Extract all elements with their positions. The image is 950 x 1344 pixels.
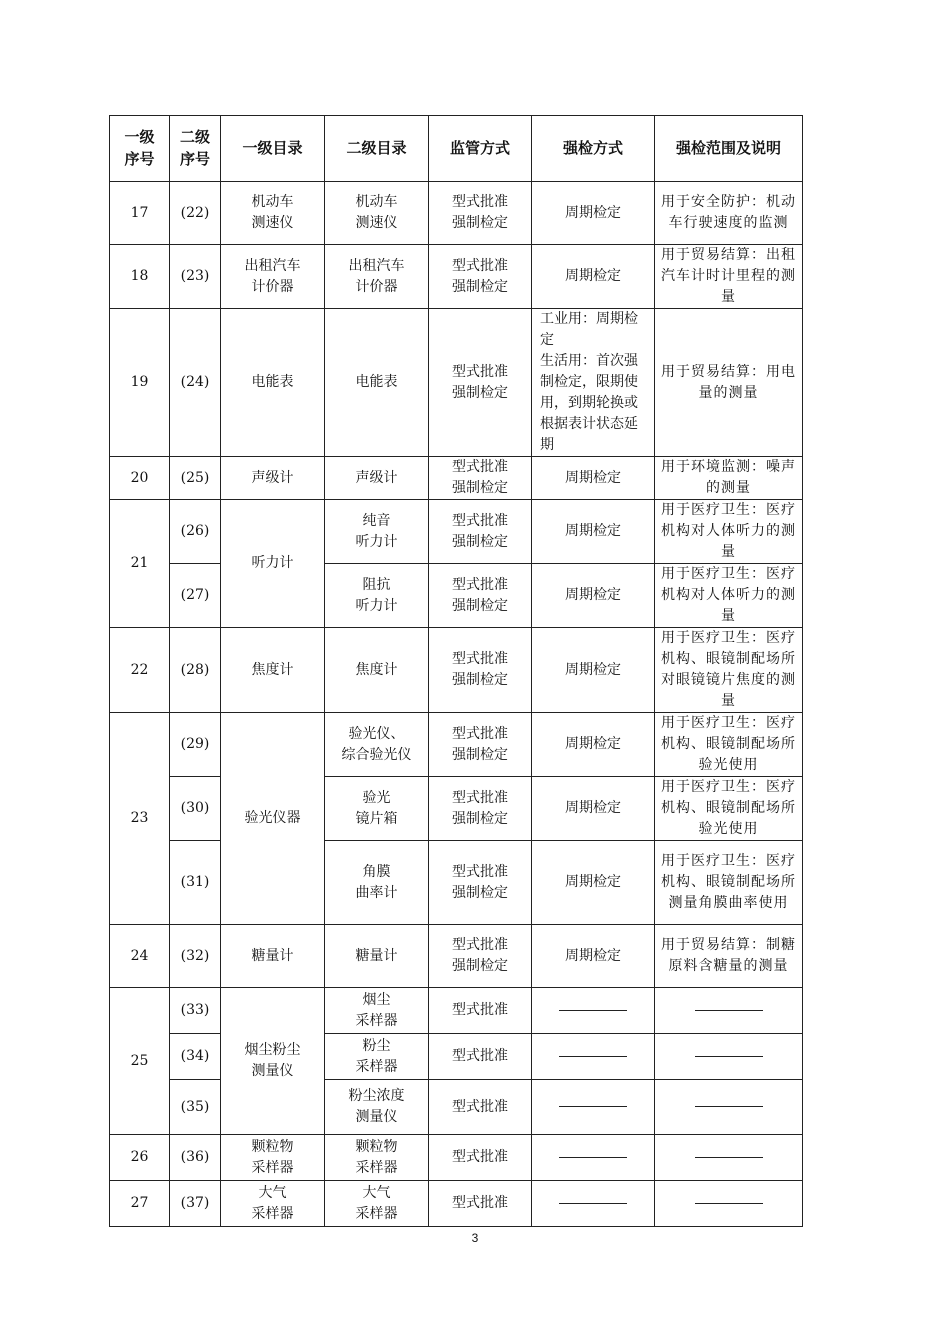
level2-no: (32) (170, 925, 221, 988)
level1-catalog: 验光仪器 (221, 713, 325, 925)
level2-catalog: 阻抗 听力计 (325, 564, 429, 628)
dash-line (695, 1106, 763, 1107)
level1-no: 20 (110, 457, 170, 500)
level2-no: (26) (170, 500, 221, 564)
verification-method: 周期检定 (532, 925, 655, 988)
level1-no: 24 (110, 925, 170, 988)
verification-method-empty (532, 1181, 655, 1227)
header-scope: 强检范围及说明 (655, 116, 803, 182)
table-row (110, 309, 803, 457)
verification-method: 周期检定 (532, 182, 655, 245)
level2-no: (36) (170, 1135, 221, 1181)
table-row (110, 925, 803, 988)
level2-catalog: 机动车 测速仪 (325, 182, 429, 245)
level2-catalog: 颗粒物 采样器 (325, 1135, 429, 1181)
table-row (110, 245, 803, 309)
level2-no: (29) (170, 713, 221, 777)
supervision-method: 型式批准 强制检定 (429, 777, 532, 841)
level2-no: (37) (170, 1181, 221, 1227)
table-row (110, 457, 803, 500)
header-level1-catalog: 一级目录 (221, 116, 325, 182)
dash-line (695, 1056, 763, 1057)
verification-method: 周期检定 (532, 500, 655, 564)
supervision-method: 型式批准 强制检定 (429, 628, 532, 713)
supervision-method: 型式批准 强制检定 (429, 841, 532, 925)
supervision-method: 型式批准 (429, 1034, 532, 1080)
level1-catalog: 机动车 测速仪 (221, 182, 325, 245)
level2-no: (34) (170, 1034, 221, 1080)
table-row (110, 182, 803, 245)
level1-no: 23 (110, 713, 170, 925)
level2-catalog: 验光 镜片箱 (325, 777, 429, 841)
verification-method: 周期检定 (532, 457, 655, 500)
table-row (110, 628, 803, 713)
verification-method-empty (532, 1080, 655, 1135)
scope-description-empty (655, 1181, 803, 1227)
level2-catalog: 糖量计 (325, 925, 429, 988)
level2-no: (25) (170, 457, 221, 500)
level2-no: (35) (170, 1080, 221, 1135)
table-row (110, 841, 803, 925)
level1-no: 25 (110, 988, 170, 1135)
supervision-method: 型式批准 强制检定 (429, 713, 532, 777)
scope-description-empty (655, 1080, 803, 1135)
level2-catalog: 声级计 (325, 457, 429, 500)
level1-catalog: 糖量计 (221, 925, 325, 988)
table-row (110, 500, 803, 564)
scope-description: 用于医疗卫生：医疗机构、眼镜制配场所验光使用 (655, 777, 803, 841)
level1-no: 26 (110, 1135, 170, 1181)
page-number: 3 (471, 1231, 479, 1245)
header-level2-catalog: 二级目录 (325, 116, 429, 182)
verification-method-empty (532, 988, 655, 1034)
dash-line (559, 1056, 627, 1057)
scope-description: 用于贸易结算：出租汽车计时计里程的测量 (655, 245, 803, 309)
table-row (110, 564, 803, 628)
supervision-method: 型式批准 强制检定 (429, 182, 532, 245)
level2-catalog: 出租汽车 计价器 (325, 245, 429, 309)
table-row (110, 1034, 803, 1080)
level1-no: 21 (110, 500, 170, 628)
level1-catalog: 颗粒物 采样器 (221, 1135, 325, 1181)
level1-catalog: 烟尘粉尘 测量仪 (221, 988, 325, 1135)
supervision-method: 型式批准 (429, 1135, 532, 1181)
level1-catalog: 焦度计 (221, 628, 325, 713)
dash-line (695, 1010, 763, 1011)
level1-catalog: 声级计 (221, 457, 325, 500)
verification-method: 工业用：周期检定 生活用：首次强制检定，限期使用，到期轮换或根据表计状态延期 (532, 309, 655, 457)
dash-line (559, 1157, 627, 1158)
level1-catalog: 听力计 (221, 500, 325, 628)
dash-line (695, 1157, 763, 1158)
level2-catalog: 纯音 听力计 (325, 500, 429, 564)
supervision-method: 型式批准 强制检定 (429, 925, 532, 988)
verification-method: 周期检定 (532, 777, 655, 841)
scope-description-empty (655, 1135, 803, 1181)
table-row (110, 1181, 803, 1227)
dash-line (559, 1010, 627, 1011)
verification-method-empty (532, 1135, 655, 1181)
level2-catalog: 烟尘 采样器 (325, 988, 429, 1034)
level2-no: (30) (170, 777, 221, 841)
verification-method: 周期检定 (532, 628, 655, 713)
supervision-method: 型式批准 强制检定 (429, 309, 532, 457)
dash-line (559, 1106, 627, 1107)
level2-catalog: 粉尘 采样器 (325, 1034, 429, 1080)
supervision-method: 型式批准 强制检定 (429, 457, 532, 500)
scope-description: 用于贸易结算：制糖原料含糖量的测量 (655, 925, 803, 988)
measuring-instruments-table (109, 115, 803, 1227)
level2-no: (31) (170, 841, 221, 925)
verification-method: 周期检定 (532, 841, 655, 925)
supervision-method: 型式批准 强制检定 (429, 500, 532, 564)
supervision-method: 型式批准 (429, 988, 532, 1034)
supervision-method: 型式批准 (429, 1080, 532, 1135)
table-row (110, 777, 803, 841)
level2-no: (24) (170, 309, 221, 457)
level2-no: (33) (170, 988, 221, 1034)
supervision-method: 型式批准 (429, 1181, 532, 1227)
header-level2-no: 二级 序号 (170, 116, 221, 182)
level2-no: (23) (170, 245, 221, 309)
level1-no: 18 (110, 245, 170, 309)
scope-description-empty (655, 1034, 803, 1080)
level2-catalog: 角膜 曲率计 (325, 841, 429, 925)
level2-catalog: 电能表 (325, 309, 429, 457)
verification-method-empty (532, 1034, 655, 1080)
scope-description: 用于医疗卫生：医疗机构对人体听力的测量 (655, 564, 803, 628)
scope-description: 用于安全防护：机动车行驶速度的监测 (655, 182, 803, 245)
table-row (110, 1080, 803, 1135)
level1-catalog: 大气 采样器 (221, 1181, 325, 1227)
level2-catalog: 验光仪、 综合验光仪 (325, 713, 429, 777)
level1-catalog: 出租汽车 计价器 (221, 245, 325, 309)
table-row (110, 988, 803, 1034)
dash-line (559, 1203, 627, 1204)
level1-no: 19 (110, 309, 170, 457)
verification-method: 周期检定 (532, 564, 655, 628)
dash-line (695, 1203, 763, 1204)
level1-no: 27 (110, 1181, 170, 1227)
scope-description: 用于医疗卫生：医疗机构、眼镜制配场所验光使用 (655, 713, 803, 777)
level2-catalog: 粉尘浓度 测量仪 (325, 1080, 429, 1135)
verification-method: 周期检定 (532, 245, 655, 309)
table-row (110, 1135, 803, 1181)
level1-catalog: 电能表 (221, 309, 325, 457)
supervision-method: 型式批准 强制检定 (429, 245, 532, 309)
level2-catalog: 焦度计 (325, 628, 429, 713)
header-verification: 强检方式 (532, 116, 655, 182)
header-level1-no: 一级 序号 (110, 116, 170, 182)
level2-no: (28) (170, 628, 221, 713)
table-row (110, 713, 803, 777)
header-supervision: 监管方式 (429, 116, 532, 182)
scope-description: 用于医疗卫生：医疗机构对人体听力的测量 (655, 500, 803, 564)
verification-method: 周期检定 (532, 713, 655, 777)
supervision-method: 型式批准 强制检定 (429, 564, 532, 628)
level2-no: (27) (170, 564, 221, 628)
scope-description: 用于环境监测：噪声的测量 (655, 457, 803, 500)
scope-description-empty (655, 988, 803, 1034)
scope-description: 用于医疗卫生：医疗机构、眼镜制配场所对眼镜镜片焦度的测量 (655, 628, 803, 713)
level1-no: 17 (110, 182, 170, 245)
level2-catalog: 大气 采样器 (325, 1181, 429, 1227)
scope-description: 用于医疗卫生：医疗机构、眼镜制配场所测量角膜曲率使用 (655, 841, 803, 925)
level2-no: (22) (170, 182, 221, 245)
header-row (110, 116, 803, 182)
scope-description: 用于贸易结算：用电量的测量 (655, 309, 803, 457)
level1-no: 22 (110, 628, 170, 713)
